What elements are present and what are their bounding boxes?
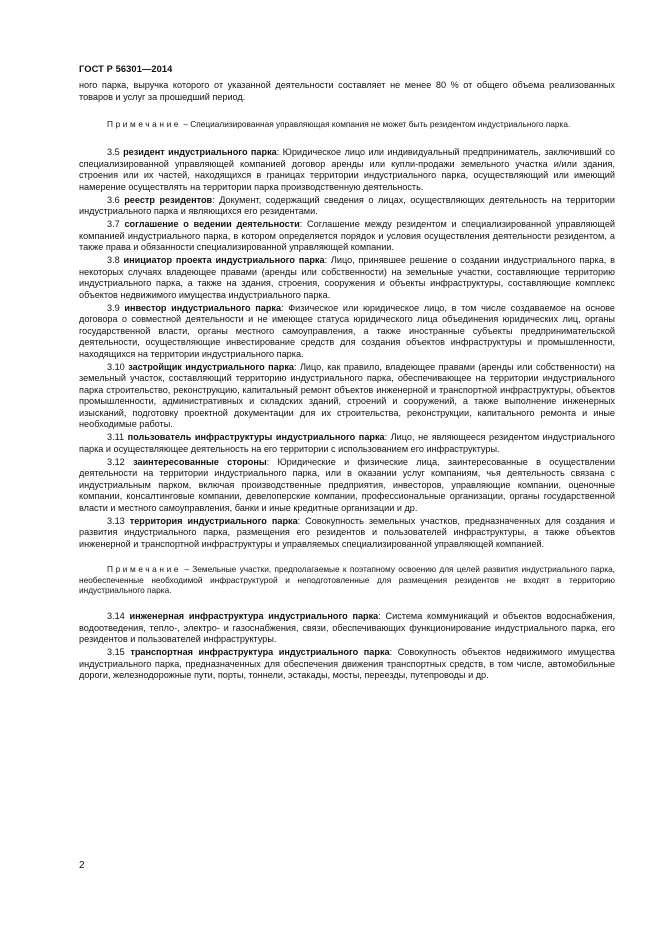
term-entry (79, 255, 615, 301)
note-text: – Специализированная управляющая компания не может быть резидентом индустриального парка. (181, 119, 571, 129)
term-title: пользователь инфраструктуры индустриального парка (127, 432, 385, 443)
term-number: 3.9 (107, 302, 120, 313)
term-number: 3.15 (107, 647, 125, 658)
term-number: 3.13 (107, 515, 125, 526)
note-paragraph (79, 564, 615, 595)
term-title: резидент индустриального парка (123, 147, 277, 158)
term-entry (79, 195, 615, 218)
term-title: инициатор проекта индустриального парка (123, 255, 325, 266)
term-entry (79, 647, 615, 682)
term-entry (79, 147, 615, 193)
note-paragraph (79, 119, 615, 129)
document-body (79, 80, 615, 683)
term-entry (79, 611, 615, 646)
term-number: 3.6 (107, 194, 120, 205)
term-entry (79, 362, 615, 431)
term-entry (79, 219, 615, 254)
term-definition: : Документ, содержащий сведения о лицах, осуществляющих деятельность на территории индустриального парка и являющихся его резидентами. (79, 194, 615, 217)
note-text: – Земельные участки, предполагаемые к поэтапному освоению для целей развития индустриального парка, необеспеченные необходимой инфраструктурой и неподготовленные для размещения резидентов не входят в территорию индустриального парка. (79, 564, 615, 595)
term-title: заинтересованные стороны (133, 456, 267, 467)
intro-paragraph: ного парка, выручка которого от указанной деятельности составляет не менее 80 % от общего объема реализованных товаров и услуг за прошедший период. (79, 80, 615, 102)
term-title: территория индустриального парка (129, 515, 298, 526)
term-number: 3.12 (107, 456, 125, 467)
term-number: 3.7 (107, 219, 120, 230)
term-definition: : Совокупность объектов недвижимого имущества индустриального парка, предназначенных для обеспечения движения транспортных средств, в том числе, автомобильные дороги, железнодорожные пути, порты, тоннели, эстакады, мосты, переезды, путепроводы и др. (79, 647, 615, 681)
term-definition: : Лицо, принявшее решение о создании индустриального парка, в некоторых случаях владеющее правами (аренды или собственности) на земельные участки, составляющие территорию индустриального парка, а также на здания, строения, сооружения и объекты инфраструктуры, составляющие комплекс объектов недвижимого имущества индустриального парка. (79, 255, 615, 300)
term-definition: : Соглашение между резидентом и специализированной управляющей компанией индустриального парка, в котором определяется порядок и условия осуществления деятельности резидентом, а также права и обязанности специализированной управляющей компании. (79, 219, 615, 253)
term-title: застройщик индустриального парка (128, 361, 294, 372)
term-number: 3.8 (107, 255, 120, 266)
term-entry (79, 303, 615, 361)
note-label: Примечание (107, 119, 182, 129)
term-entry (79, 516, 615, 551)
term-number: 3.5 (107, 147, 120, 158)
standard-header: ГОСТ Р 56301—2014 (79, 64, 173, 74)
term-title: инвестор индустриального парка (124, 302, 282, 313)
page-number: 2 (79, 860, 85, 871)
term-title: транспортная инфраструктура индустриального парка (130, 647, 390, 658)
term-definition: : Физическое или юридическое лицо, в том числе создаваемое на основе договора о совместной деятельности и не имеющее статуса юридического лица объединения юридических лиц, органы государственной власти, органы местного самоуправления, а также иностранные субъекты предпринимательской деятельности, осуществляющие инвестирование средств для создания объектов инфраструктуры и промышленности, находящихся на территории индустриального парка. (79, 302, 615, 359)
term-title: соглашение о ведении деятельности (124, 219, 300, 230)
term-definition: : Юридическое лицо или индивидуальный предприниматель, заключивший со специализированной управляющей компанией договор аренды или купли-продажи земельного участка и/или здания, строения или их частей, находящихся в границах территории индустриального парка, осуществляющий или имеющий намерение осуществлять на территории парка производственную деятельность. (79, 147, 615, 192)
term-definition: : Система коммуникаций и объектов водоснабжения, водоотведения, тепло-, электро- и газоснабжения, связи, обеспечивающих функционирование индустриального парка, его резидентов и пользователей инфраструктуры. (79, 611, 616, 645)
term-number: 3.14 (107, 611, 125, 622)
term-entry (79, 432, 615, 455)
terms-list (79, 611, 615, 682)
terms-list (79, 147, 615, 550)
term-definition: : Юридические и физические лица, заинтересованные в осуществлении деятельности на территории индустриального парка, или в оказании услуг компаниям, чья деятельность связана с индустриальным парком, включая производственные предприятия, инвесторов, управляющие компании, оценочные компании, консалтинговые компании, девелоперские компании, профессиональные организации, органы государственной власти и местного самоуправления, банки и иные кредитные организации и др. (79, 456, 615, 513)
term-definition: : Лицо, как правило, владеющее правами (аренды или собственности) на земельный участок, составляющий территорию индустриального парка, обеспечивающее на территории индустриального парка строительство, реконструкцию, капитальный ремонт объектов инженерной и транспортной инфраструктуры, объектов промышленности, административных и складских зданий, строений и сооружений, а также выполнение инженерных изысканий, подготовку проектной документации для их строительства, реконструкции, капитального ремонта и иные необходимые работы. (79, 361, 615, 430)
note-label: Примечание (107, 564, 182, 575)
term-entry (79, 457, 615, 515)
term-definition: : Лицо, не являющееся резидентом индустриального парка и осуществляющее деятельность на его территории с использованием его инфраструктуры. (79, 432, 615, 454)
term-title: реестр резидентов (124, 194, 213, 205)
term-definition: : Совокупность земельных участков, предназначенных для создания и развития индустриального парка, размещения его резидентов и пользователей инфраструктуры, а также объектов инженерной и транспортной инфраструктуры и управляемых специализированной управляющей компанией. (79, 515, 615, 549)
term-number: 3.10 (107, 361, 125, 372)
term-number: 3.11 (107, 432, 125, 443)
term-title: инженерная инфраструктура индустриального парка (129, 611, 379, 622)
